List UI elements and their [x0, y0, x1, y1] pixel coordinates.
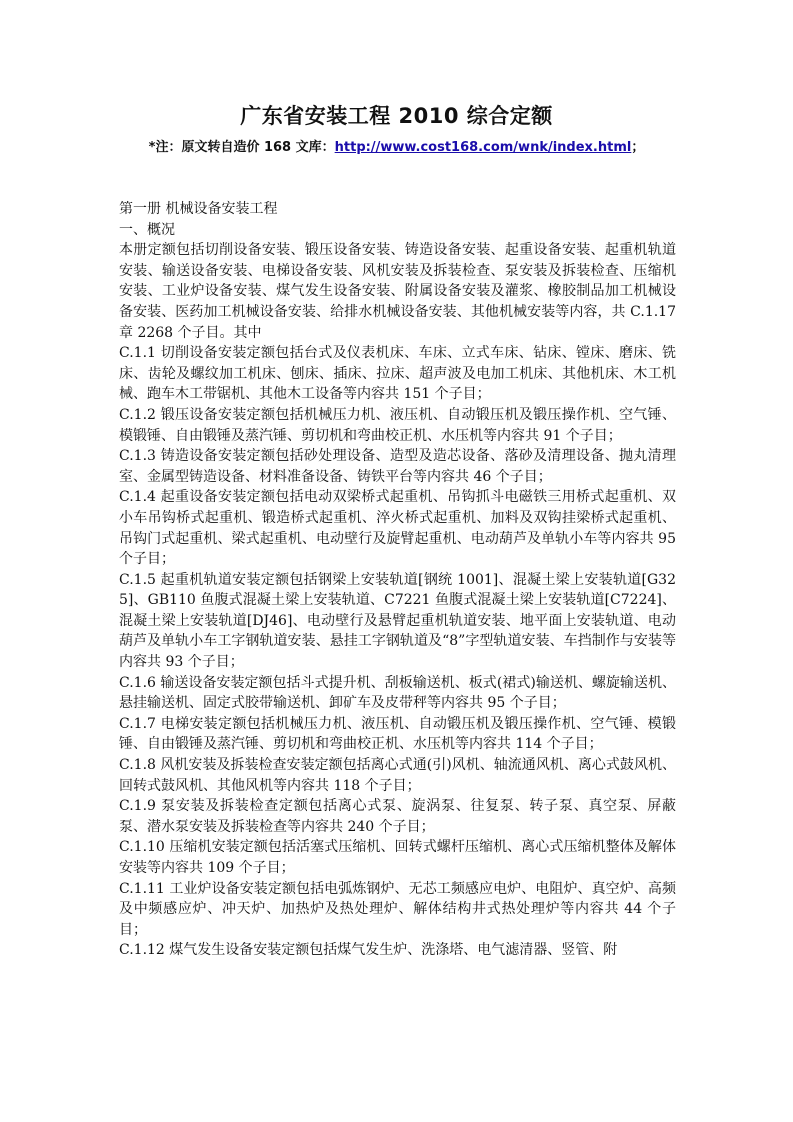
paragraph-c-1-7: C.1.7 电梯安装定额包括机械压力机、液压机、自动锻压机及锻压操作机、空气锤、模锻锤、自由锻锤及蒸汽锤、剪切机和弯曲校正机、水压机等内容共 114 个子目；	[119, 715, 676, 753]
paragraph-c-1-12: C.1.12 煤气发生设备安装定额包括煤气发生炉、洗涤塔、电气滤清器、竖管、附	[119, 942, 618, 959]
paragraph-c-1-2: C.1.2 锻压设备安装定额包括机械压力机、液压机、自动锻压机及锻压操作机、空气锤、模锻锤、自由锻锤及蒸汽锤、剪切机和弯曲校正机、水压机等内容共 91 个子目；	[119, 406, 676, 444]
overview-paragraph: 本册定额包括切削设备安装、锻压设备安装、铸造设备安装、起重设备安装、起重机轨道安装、输送设备安装、电梯设备安装、风机安装及拆装检查、泵安装及拆装检查、压缩机安装、工业炉设备安装、煤气发生设备安装、附属设备安装及灌浆、橡胶制品加工机械设备安装、医药加工机械设备安装、给排水机械设备安装、其他机械安装等内容，共 C.1.17 章 2268 个子目。其中	[119, 242, 676, 341]
source-note-suffix: ；	[631, 140, 645, 155]
source-note	[0, 137, 793, 159]
paragraph-c-1-10: C.1.10 压缩机安装定额包括活塞式压缩机、回转式螺杆压缩机、离心式压缩机整体及解体安装等内容共 109 个子目；	[119, 839, 676, 876]
paragraph-c-1-11: C.1.11 工业炉设备安装定额包括电弧炼钢炉、无芯工频感应电炉、电阻炉、真空炉、高频及中频感应炉、冲天炉、加热炉及热处理炉、解体结构井式热处理炉等内容共 44 个子目；	[119, 880, 676, 938]
paragraph-c-1-4: C.1.4 起重设备安装定额包括电动双梁桥式起重机、吊钩抓斗电磁铁三用桥式起重机、双小车吊钩桥式起重机、锻造桥式起重机、淬火桥式起重机、加料及双钩挂梁桥式起重机、吊钩门式起重机、梁式起重机、电动壁行及旋臂起重机、电动葫芦及单轨小车等内容共 95 个子目；	[119, 489, 676, 568]
paragraph-c-1-5: C.1.5 起重机轨道安装定额包括钢梁上安装轨道[钢统 1001]、混凝土梁上安装轨道[G325]、GB110 鱼腹式混凝土梁上安装轨道、C7221 鱼腹式混凝土梁上安装轨道[C7224]、混凝土梁上安装轨道[DJ46]、电动壁行及悬臂起重机轨道安装、地平面上安装轨道、电动葫芦及单轨小车工字钢轨道安装、悬挂工字钢轨道及“8”字型轨道安装、车挡制作与安装等内容共 93 个子目；	[119, 571, 676, 671]
section-heading: 第一册 机械设备安装工程	[119, 201, 278, 217]
subsection-heading: 一、概况	[119, 221, 175, 238]
document-body	[119, 199, 676, 961]
paragraph-c-1-8: C.1.8 风机安装及拆装检查安装定额包括离心式通(引)风机、轴流通风机、离心式鼓风机、回转式鼓风机、其他风机等内容共 118 个子目；	[119, 757, 676, 794]
paragraph-c-1-6: C.1.6 输送设备安装定额包括斗式提升机、刮板输送机、板式(裙式)输送机、螺旋输送机、悬挂输送机、固定式胶带输送机、卸矿车及皮带秤等内容共 95 个子目；	[119, 674, 676, 712]
source-link[interactable]: http://www.cost168.com/wnk/index.html	[334, 140, 632, 155]
paragraph-c-1-3: C.1.3 铸造设备安装定额包括砂处理设备、造型及造芯设备、落砂及清理设备、抛丸清理室、金属型铸造设备、材料准备设备、铸铁平台等内容共 46 个子目；	[119, 448, 676, 485]
document-title: 广东省安装工程 2010 综合定额	[240, 104, 553, 128]
source-note-text: *注：原文转自造价 168 文库：	[148, 140, 335, 155]
paragraph-c-1-9: C.1.9 泵安装及拆装检查定额包括离心式泵、旋涡泵、往复泵、转子泵、真空泵、屏蔽泵、潜水泵安装及拆装检查等内容共 240 个子目；	[119, 798, 676, 835]
paragraph-c-1-1: C.1.1 切削设备安装定额包括台式及仪表机床、车床、立式车床、钻床、镗床、磨床、铣床、齿轮及螺纹加工机床、刨床、插床、拉床、超声波及电加工机床、其他机床、木工机械、跑车木工带锯机、其他木工设备等内容共 151 个子目；	[119, 345, 676, 403]
